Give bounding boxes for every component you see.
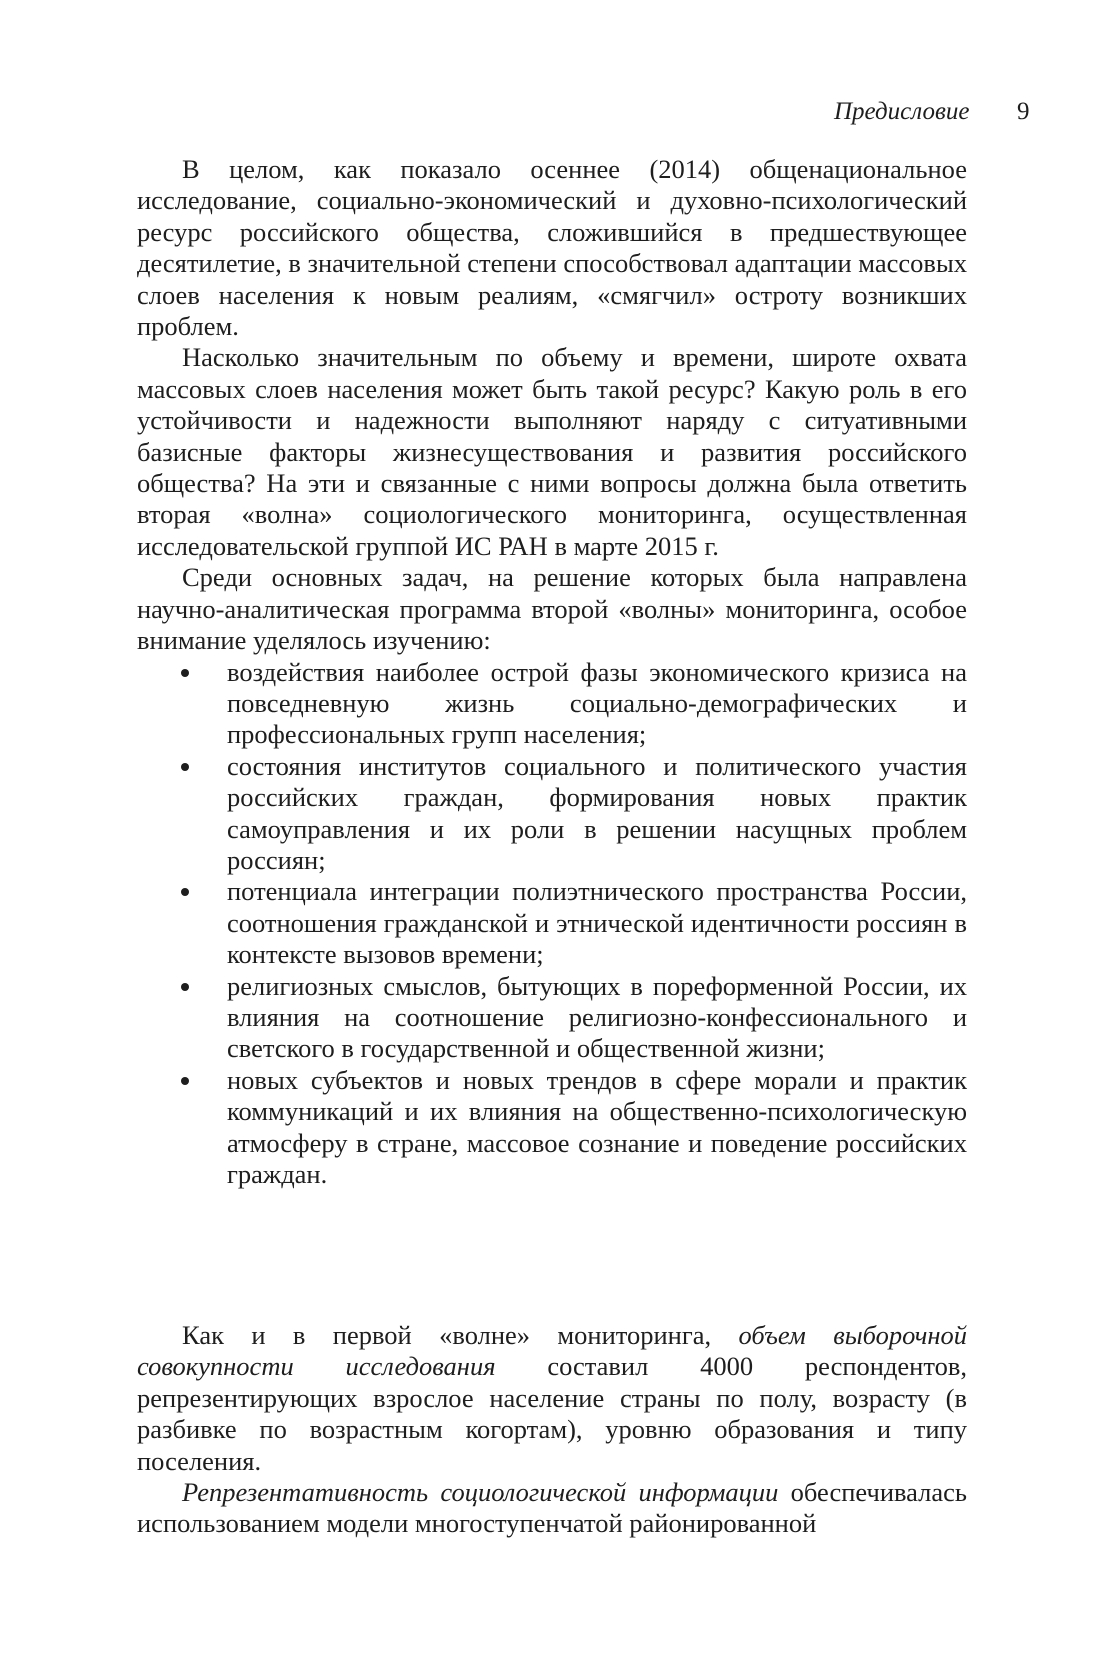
list-item: новых субъектов и новых трендов в сфере морали и практик коммуникаций и их влияния на общественно-психологическую атмосферу в стране, массовое сознание и поведение российских граждан. [137,1065,967,1191]
italic-term: Репрезентативность социологической информации [182,1477,779,1508]
italic-term: объем выборочной совокупности исследования [137,1320,967,1382]
list-item: потенциала интеграции полиэтнического пространства России, соотношения гражданской и этнической идентичности россиян в контексте вызовов времени; [137,876,967,970]
task-list [137,657,967,1191]
list-item: состояния институтов социального и политического участия российских граждан, формирования новых практик самоуправления и их роли в решении насущных проблем россиян; [137,751,967,877]
paragraph-3: Среди основных задач, на решение которых была направлена научно-аналитическая программа второй «волны» мониторинга, особое внимание уделялось изучению: [137,562,967,656]
representativeness-paragraph: Репрезентативность социологической информации обеспечивалась использованием модели многоступенчатой районированной [137,1477,967,1539]
paragraph-2: Насколько значительным по объему и времени, широте охвата массовых слоев населения может быть такой ресурс? Какую роль в его устойчивости и надежности выполняют наряду с ситуативными базисные факторы жизнесуществования и развития российского общества? На эти и связанные с ними вопросы должна была ответить вторая «волна» социологического мониторинга, осуществленная исследовательской группой ИС РАН в марте 2015 г. [137,342,967,561]
paragraph-1: В целом, как показало осеннее (2014) общенациональное исследование, социально-экономический и духовно-психологический ресурс российского общества, сложившийся в предшествующее десятилетие, в значительной степени способствовал адаптации массовых слоев населения к новым реалиям, «смягчил» остроту возникших проблем. [137,154,967,342]
bullet-icon [181,983,189,991]
bottom-text [137,1320,967,1540]
bullet-icon [181,763,189,771]
main-text [137,154,967,1190]
page-number: 9 [1017,98,1030,125]
running-head-title: Предисловие [834,98,970,125]
sample-paragraph: Как и в первой «волне» мониторинга, объем выборочной совокупности исследования составил 4000 респондентов, репрезентирующих взрослое население страны по полу, возрасту (в разбивке по возрастным когортам), уровню образования и типу поселения. [137,1320,967,1476]
bullet-icon [181,669,189,677]
list-item: религиозных смыслов, бытующих в пореформенной России, их влияния на соотношение религиозно-конфессионального и светского в государственной и общественной жизни; [137,971,967,1065]
bullet-icon [181,888,189,896]
bullet-icon [181,1077,189,1085]
list-item: воздействия наиболее острой фазы экономического кризиса на повседневную жизнь социально-демографических и профессиональных групп населения; [137,657,967,751]
